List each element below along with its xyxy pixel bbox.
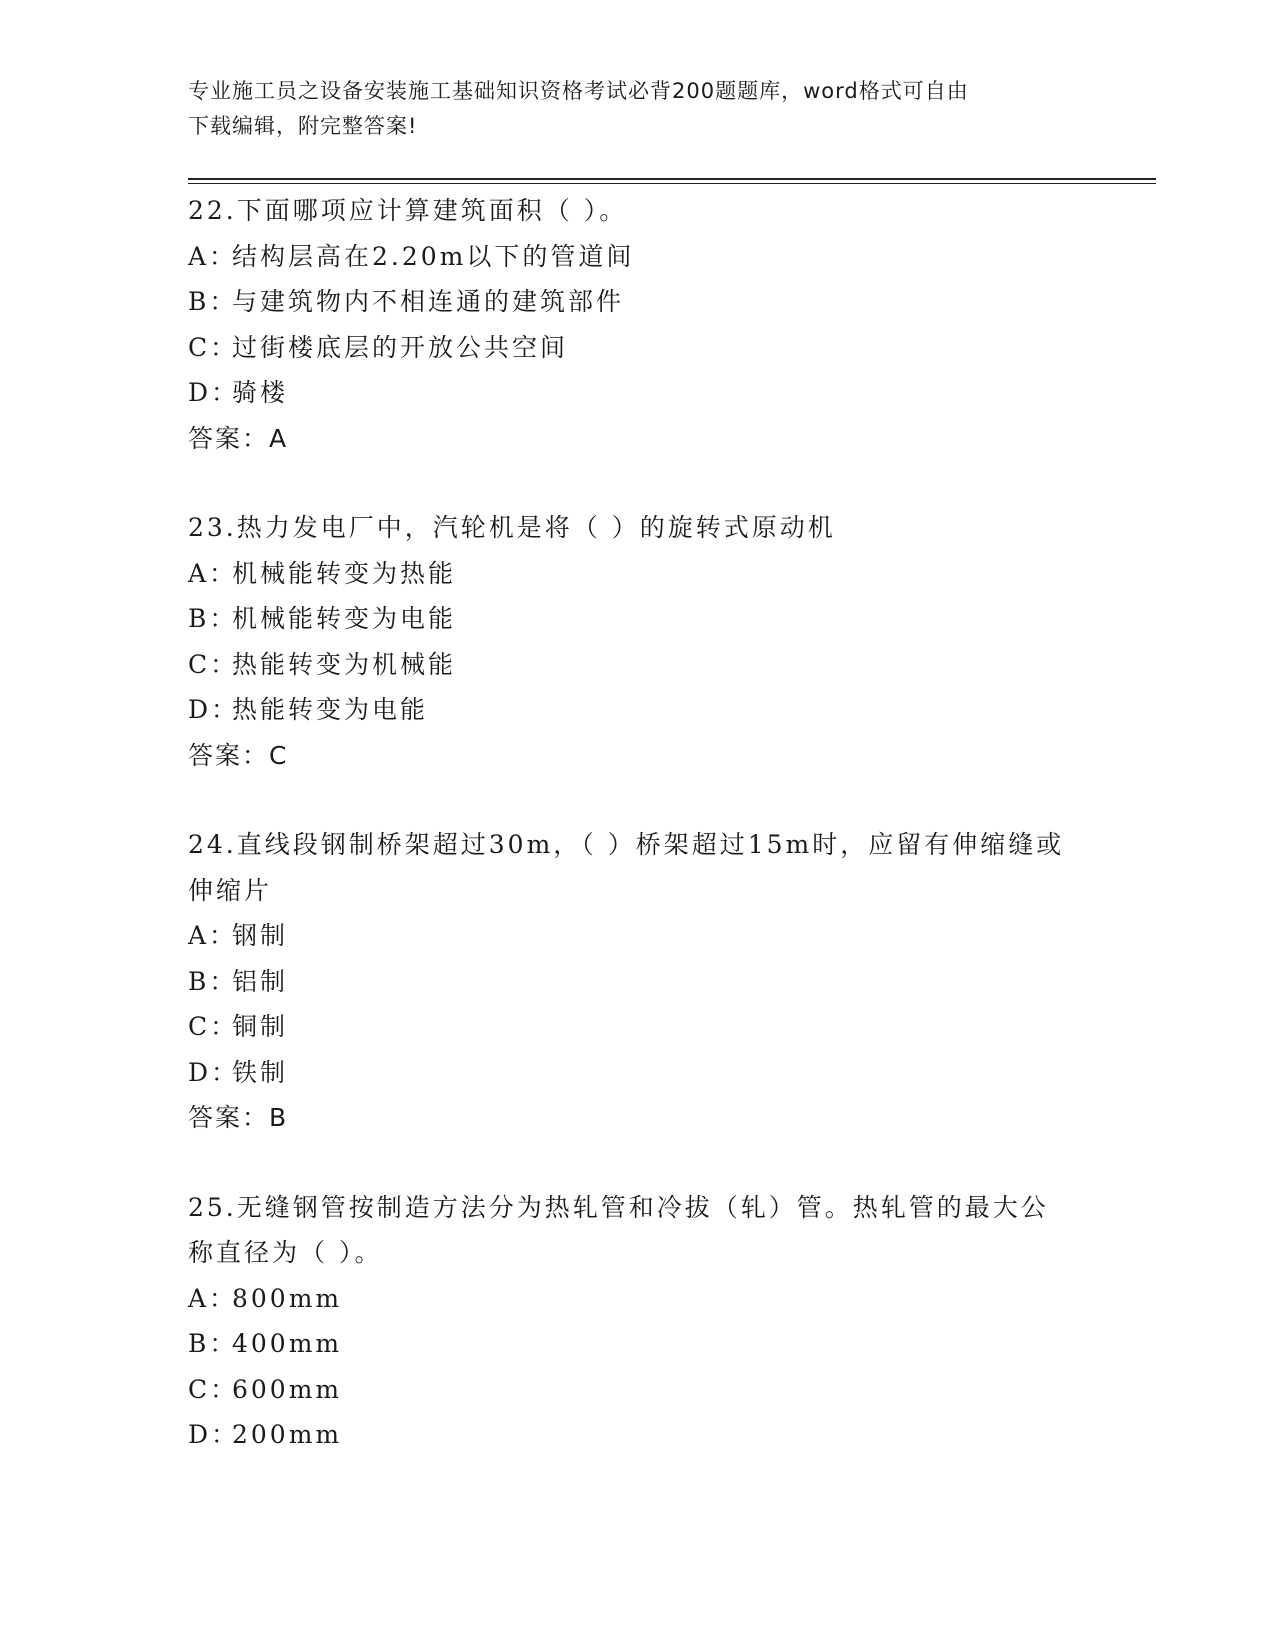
option-d <box>188 370 1088 416</box>
option-c <box>188 1004 1088 1050</box>
option-key: C： <box>188 1012 239 1041</box>
option-text: 热能转变为机械能 <box>232 649 457 679</box>
answer: 答案：B <box>188 1103 289 1132</box>
option-text: 800mm <box>232 1283 343 1313</box>
option-text: 铜制 <box>232 1012 289 1041</box>
option-c <box>188 642 1088 688</box>
option-key: B： <box>188 1329 238 1358</box>
option-a <box>188 234 1088 280</box>
option-key: D： <box>188 1057 240 1087</box>
option-key: C： <box>188 332 239 362</box>
option-text: 过街楼底层的开放公共空间 <box>232 332 569 362</box>
option-b <box>188 279 1088 325</box>
header-divider-thin <box>188 183 1156 184</box>
header-divider-thick <box>188 178 1156 180</box>
option-text: 热能转变为电能 <box>232 695 429 724</box>
option-text: 钢制 <box>232 921 289 950</box>
option-b <box>188 596 1088 642</box>
question-stem: 22.下面哪项应计算建筑面积（ ）。 <box>188 196 628 225</box>
option-c <box>188 1367 1088 1413</box>
option-key: B： <box>188 966 238 996</box>
option-key: C： <box>188 1374 239 1404</box>
answer: 答案：C <box>188 740 289 770</box>
option-c <box>188 325 1088 371</box>
document-header <box>188 74 1088 144</box>
question-24 <box>188 822 1088 1141</box>
option-key: B： <box>188 287 238 316</box>
option-text: 400mm <box>232 1329 343 1358</box>
header-line-1: 专业施工员之设备安装施工基础知识资格考试必背200题题库，word格式可自由 <box>188 79 969 103</box>
question-25 <box>188 1185 1088 1458</box>
question-22 <box>188 188 1088 461</box>
question-stem-continued: 伸缩片 <box>188 875 273 905</box>
question-stem: 25.无缝钢管按制造方法分为热轧管和冷拔（轧）管。热轧管的最大公 <box>188 1192 1049 1222</box>
option-text: 铁制 <box>232 1057 289 1087</box>
option-key: B： <box>188 604 238 633</box>
option-key: A： <box>188 921 238 950</box>
option-b <box>188 959 1088 1005</box>
option-key: D： <box>188 378 240 407</box>
option-text: 600mm <box>232 1374 343 1404</box>
question-list <box>188 188 1088 1502</box>
option-text: 骑楼 <box>232 378 289 407</box>
option-key: A： <box>188 1283 238 1313</box>
option-d <box>188 1412 1088 1458</box>
option-b <box>188 1321 1088 1367</box>
question-23 <box>188 505 1088 778</box>
option-key: D： <box>188 695 240 724</box>
option-text: 与建筑物内不相连通的建筑部件 <box>232 287 625 316</box>
answer: 答案：A <box>188 423 289 453</box>
question-stem: 24.直线段钢制桥架超过30m，（ ）桥架超过15m时，应留有伸缩缝或 <box>188 830 1065 859</box>
option-a <box>188 913 1088 959</box>
option-key: C： <box>188 649 239 679</box>
option-text: 结构层高在2.20m以下的管道间 <box>232 241 635 271</box>
option-text: 200mm <box>232 1420 343 1449</box>
option-key: A： <box>188 558 238 588</box>
option-text: 铝制 <box>232 966 289 996</box>
question-stem: 23.热力发电厂中，汽轮机是将（ ）的旋转式原动机 <box>188 513 836 542</box>
option-a <box>188 551 1088 597</box>
option-d <box>188 687 1088 733</box>
option-key: D： <box>188 1420 240 1449</box>
option-text: 机械能转变为热能 <box>232 558 457 588</box>
option-d <box>188 1050 1088 1096</box>
option-a <box>188 1276 1088 1322</box>
option-key: A： <box>188 241 238 271</box>
question-stem-continued: 称直径为（ ）。 <box>188 1238 383 1267</box>
option-text: 机械能转变为电能 <box>232 604 457 633</box>
header-line-2: 下载编辑，附完整答案! <box>188 114 418 138</box>
